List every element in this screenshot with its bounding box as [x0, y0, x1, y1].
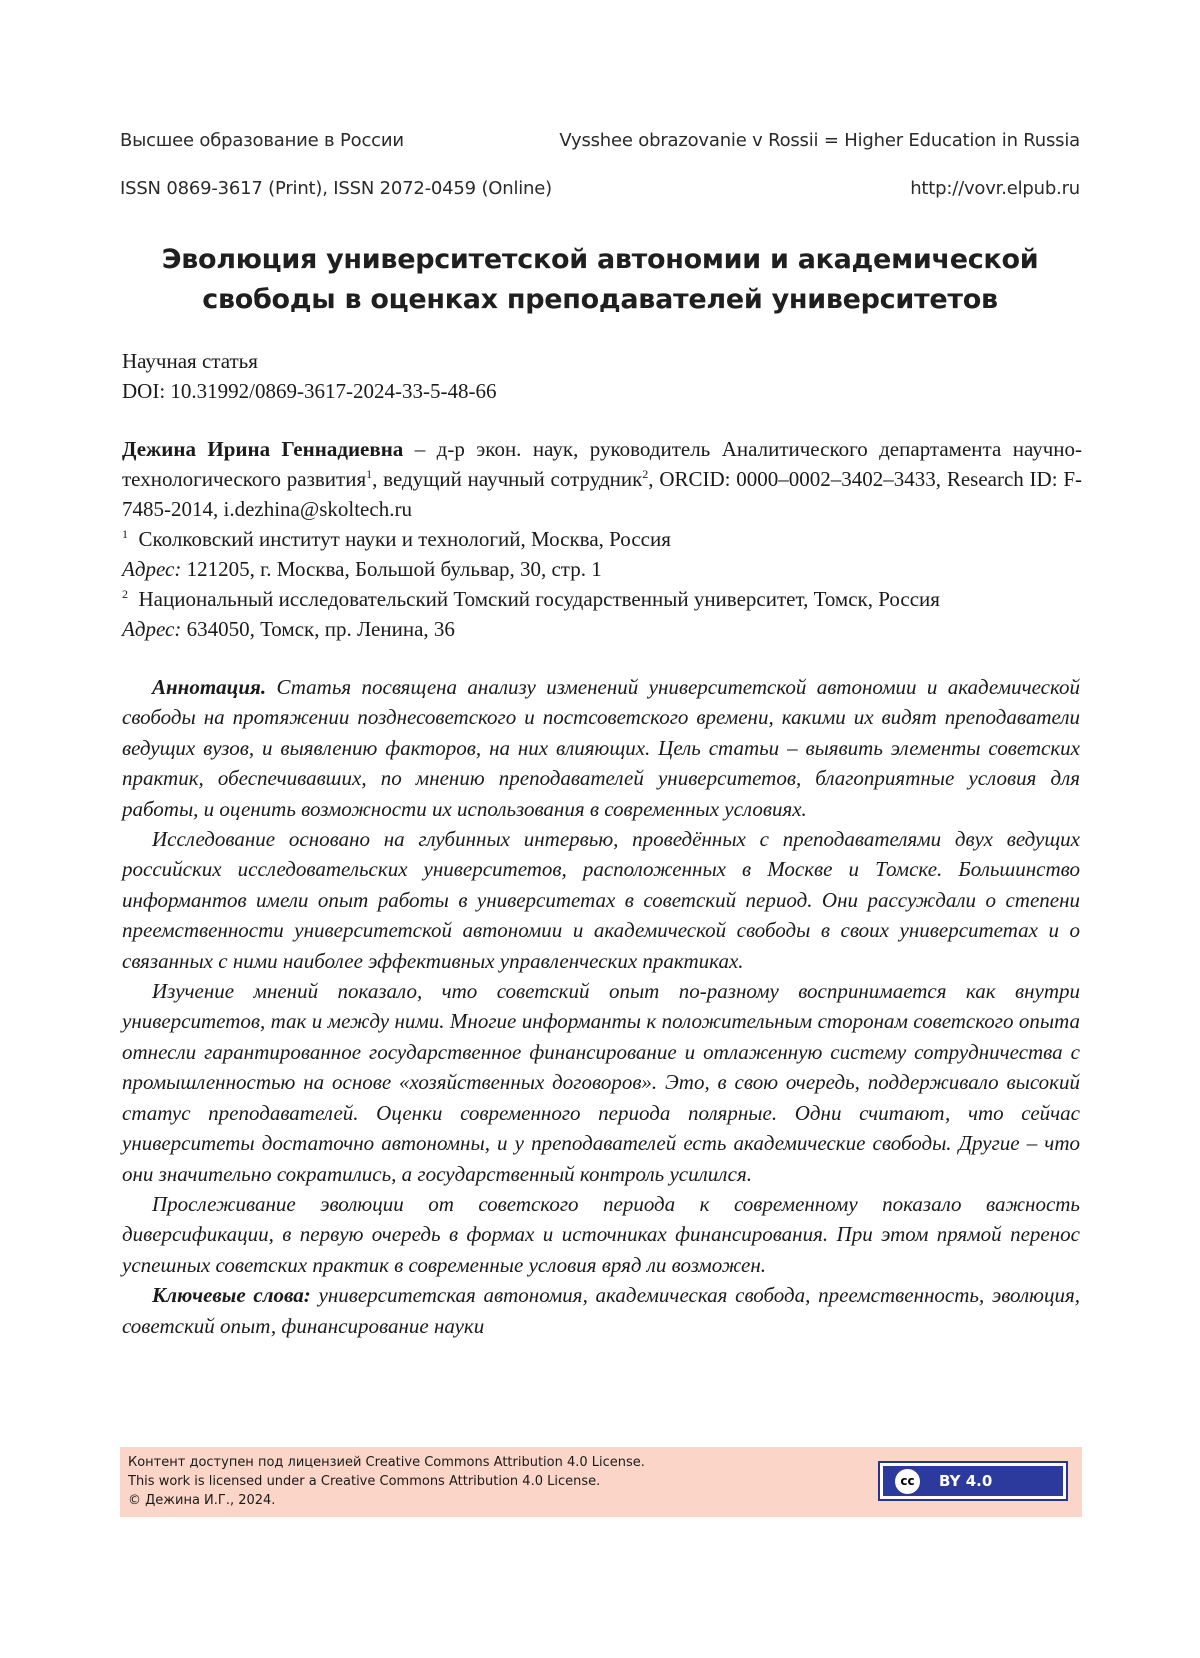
affiliation-2: [122, 584, 1082, 614]
abstract-paragraph-2: Исследование основано на глубинных интервью, проведённых с преподавателями двух ведущих российских исследовательских университетов, расположенных в Москве и Томске. Большинство информантов имели опыт работы в университетах в советский период. Они рассуждали о степени преемственности университетской автономии и академической свободы в своих университетах и о связанных с ними наиболее эффективных управленческих практиках.: [122, 827, 1080, 973]
affiliation-1-num: 1: [122, 527, 128, 541]
cc-by-badge[interactable]: [878, 1461, 1068, 1501]
article-type: Научная статья: [122, 349, 258, 373]
abstract-paragraph-1: [122, 672, 1080, 824]
author-block: [122, 434, 1082, 644]
journal-name-en: Vysshee obrazovanie v Rossii = Higher Education in Russia: [559, 130, 1080, 151]
cc-logo-icon: cc: [893, 1467, 922, 1496]
affiliation-2-address: [122, 614, 1082, 644]
article-meta: [122, 346, 1082, 406]
article-doi[interactable]: DOI: 10.31992/0869-3617-2024-33-5-48-66: [122, 379, 497, 403]
title-line-1: Эволюция университетской автономии и академической: [161, 244, 1039, 275]
license-line-en: This work is licensed under a Creative Commons Attribution 4.0 License.: [128, 1474, 601, 1489]
address-1-text: 121205, г. Москва, Большой бульвар, 30, стр. 1: [181, 557, 602, 581]
affiliation-ref-2: 2: [642, 467, 649, 481]
affiliation-1-address: [122, 554, 1082, 584]
affiliation-1-name: Сколковский институт науки и технологий, Москва, Россия: [138, 527, 671, 551]
author-desc-1: – д-р экон. наук, руководитель Аналитического департамента научно-технологического развития: [122, 437, 1082, 491]
title-line-2: свободы в оценках преподавателей университетов: [202, 284, 998, 315]
cc-badge-label: BY 4.0: [939, 1472, 993, 1490]
keywords-text: университетская автономия, академическая свобода, преемственность, эволюция, советский опыт, финансирование науки: [122, 1283, 1080, 1338]
license-box: [120, 1447, 1082, 1517]
affiliation-2-num: 2: [122, 587, 128, 601]
affiliation-ref-1: 1: [366, 467, 373, 481]
cc-badge-inner: [883, 1466, 1063, 1496]
author-desc-3: , ORCID: 0000–0002–3402–3433, Research ID: F-7485-2014, i.dezhina@skoltech.ru: [122, 467, 1083, 521]
affiliation-2-name: Национальный исследовательский Томский государственный университет, Томск, Россия: [138, 587, 940, 611]
abstract-label: Аннотация.: [152, 675, 267, 699]
article-title: [120, 240, 1080, 320]
license-text: [128, 1453, 645, 1510]
license-line-ru: Контент доступен под лицензией Creative Commons Attribution 4.0 License.: [128, 1455, 645, 1470]
address-2-text: 634050, Томск, пр. Ленина, 36: [181, 617, 455, 641]
author-name: Дежина Ирина Геннадиевна: [122, 437, 404, 461]
abstract-block: [122, 672, 1080, 1341]
abstract-paragraph-4: Прослеживание эволюции от советского периода к современному показало важность диверсификации, в первую очередь в формах и источниках финансирования. При этом прямой перенос успешных советских практик в современные условия вряд ли возможен.: [122, 1191, 1080, 1277]
abstract-paragraph-3: Изучение мнений показало, что советский опыт по-разному воспринимается как внутри университетов, так и между ними. Многие информанты к положительным сторонам советского опыта отнесли гарантированное государственное финансирование и отлаженную систему сотрудничества с промышленностью на основе «хозяйственных договоров». Это, в свою очередь, поддерживало высокий статус преподавателей. Оценки современного периода полярные. Одни считают, что сейчас университеты достаточно автономны, и у преподавателей есть академические свободы. Другие – что они значительно сократились, а государственный контроль усилился.: [122, 979, 1080, 1186]
address-label-2: Адрес:: [122, 617, 182, 641]
keywords-label: Ключевые слова:: [152, 1283, 311, 1308]
copyright-line: © Дежина И.Г., 2024.: [128, 1493, 276, 1508]
keywords: [122, 1280, 1080, 1341]
affiliation-1: [122, 524, 1082, 554]
abstract-p1-text: Статья посвящена анализу изменений университетской автономии и академической свободы на протяжении позднесоветского и постсоветского времени, какими их видят преподаватели ведущих вузов, и выявлению факторов, на них влияющих. Цель статьи – выявить элементы советских практик, обеспечивавших, по мнению преподавателей университетов, благоприятные условия для работы, и оценить возможности их использования в современных условиях.: [122, 675, 1080, 821]
journal-url[interactable]: http://vovr.elpub.ru: [910, 178, 1080, 199]
journal-name-ru: Высшее образование в России: [120, 130, 404, 151]
author-desc-2: , ведущий научный сотрудник: [372, 467, 643, 491]
issn-text: ISSN 0869-3617 (Print), ISSN 2072-0459 (Online): [120, 178, 552, 199]
address-label-1: Адрес:: [122, 557, 182, 581]
